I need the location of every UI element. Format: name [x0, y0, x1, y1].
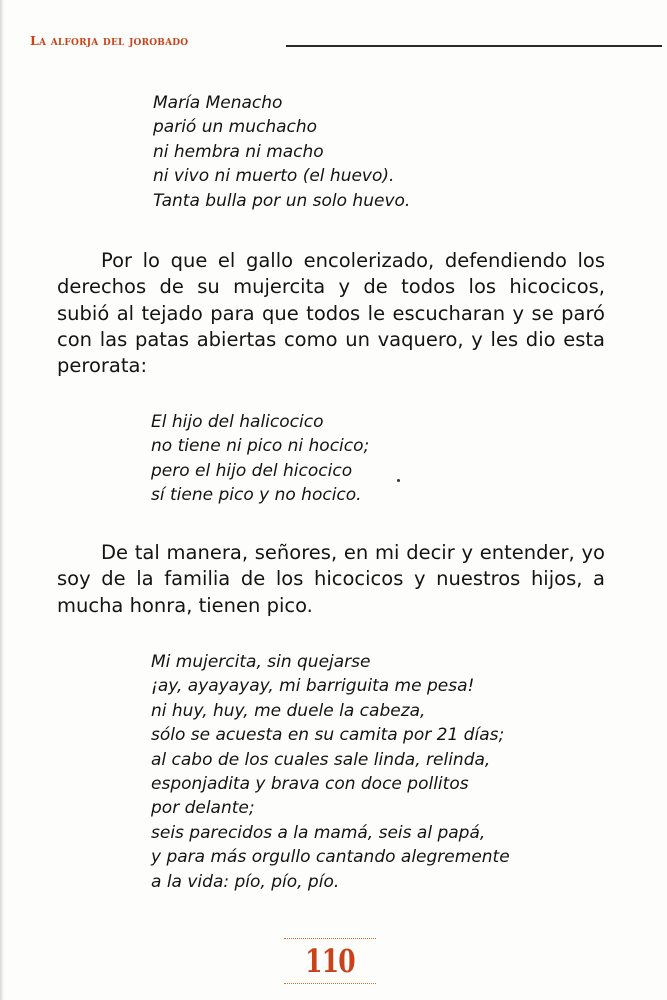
folio-rule-bottom — [284, 983, 376, 984]
verse-stanza-1 — [153, 91, 410, 213]
verse-line: ni hembra ni macho — [153, 141, 324, 162]
page-number: 110 — [305, 942, 355, 980]
page-edge-shadow — [0, 0, 4, 1000]
page-number-block — [284, 935, 376, 987]
header-rule — [286, 45, 662, 47]
verse-line: ¡ay, ayayayay, mi barriguita me pesa! — [151, 676, 475, 697]
verse-stanza-3 — [151, 650, 510, 894]
verse-line: ni huy, huy, me duele la cabeza, — [151, 700, 426, 721]
folio-rule-top — [284, 938, 376, 939]
verse-line: pero el hijo del hicocico — [151, 460, 353, 481]
verse-line: parió un muchacho — [153, 117, 318, 138]
verse-line: esponjadita y brava con doce pollitos — [151, 774, 469, 795]
verse-line: al cabo de los cuales sale linda, relinda, — [151, 749, 491, 770]
scan-speck — [397, 479, 400, 482]
verse-stanza-2 — [151, 410, 369, 508]
verse-line: y para más orgullo cantando alegremente — [151, 847, 510, 868]
prose-paragraph-2: De tal manera, señores, en mi decir y entender, yo soy de la familia de los hicocicos y nuestros hijos, a mucha honra, tienen pico. — [57, 541, 605, 617]
verse-line: no tiene ni pico ni hocico; — [151, 436, 370, 457]
verse-line: María Menacho — [153, 93, 283, 113]
verse-line: seis parecidos a la mamá, seis al papá, — [151, 822, 486, 843]
verse-line: sí tiene pico y no hocico. — [151, 485, 362, 506]
verse-line: Tanta bulla por un solo huevo. — [153, 190, 411, 211]
verse-line: ni vivo ni muerto (el huevo). — [153, 166, 395, 187]
verse-line: a la vida: pío, pío, pío. — [151, 871, 340, 892]
prose-paragraph-1: Por lo que el gallo encolerizado, defendiendo los derechos de su mujercita y de todos los hicocicos, subió al tejado para que todos le escucharan y se paró con las patas abiertas como un vaquero, y les dio esta perorata: — [57, 249, 605, 378]
verse-line: El hijo del halicocico — [151, 412, 324, 432]
verse-line: Mi mujercita, sin quejarse — [151, 652, 371, 672]
verse-line: por delante; — [151, 798, 255, 819]
running-title: La alforja del jorobado — [30, 33, 189, 48]
verse-line: sólo se acuesta en su camita por 21 días; — [151, 725, 505, 746]
